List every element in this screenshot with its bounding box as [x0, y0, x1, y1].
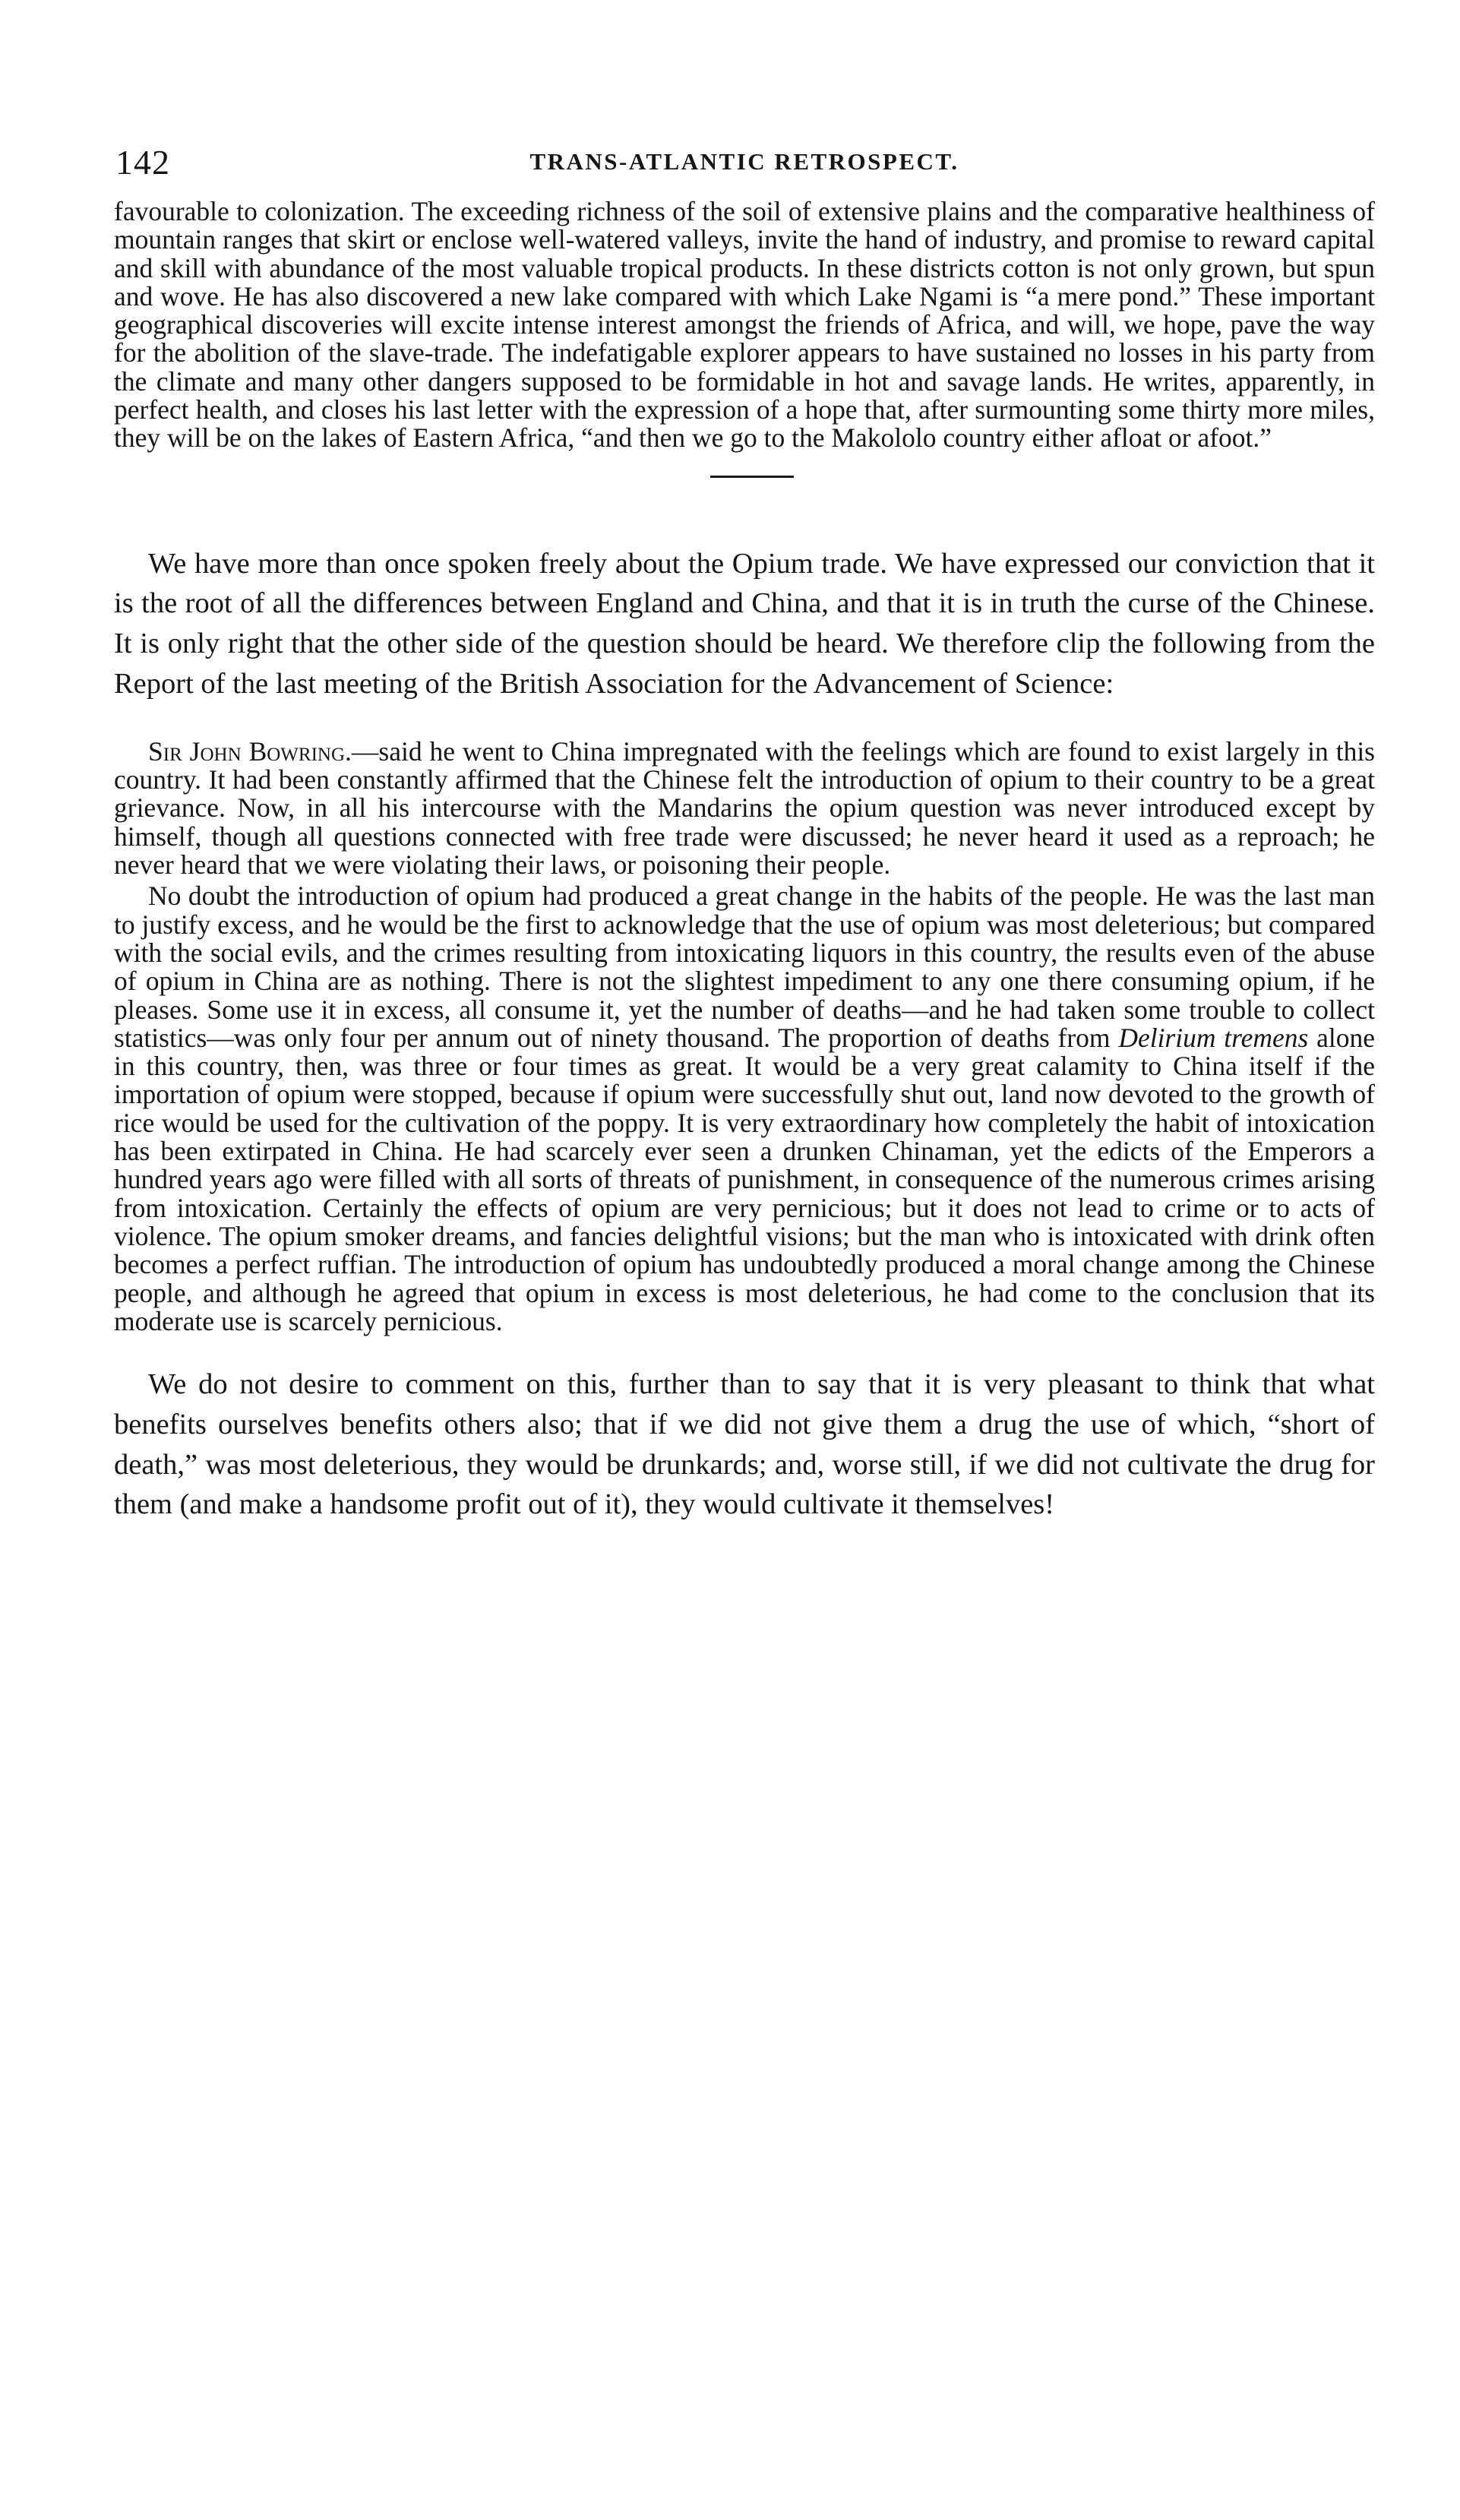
statistics-text-part-1: No doubt the introduction of opium had produced a great change in the habits of the people. He was the last man to justify excess, and he would be the first to acknowledge that the use of opium was most deleterious; but compared with the social evils, and the crimes resulting from intoxicating liquors in this country, the results even of the abuse of opium in China are as nothing. There is not the slightest impediment to any one there consuming opium, if he pleases. Some use it in excess, all consume it, yet the number of deaths—and he had taken some trouble to collect statistics—was only four per annum out of ninety thousand. The proportion of deaths from — [114, 881, 1375, 1053]
speaker-name: Sir John Bowring. — [148, 735, 352, 767]
bowring-quote-text: —said he went to China impregnated with the feelings which are found to exist largely in this country. It had been constantly affirmed that the Chinese felt the introduction of opium to their country to be a great grievance. Now, in all his intercourse with the Mandarins the opium question was never introduced except by himself, though all questions connected with free trade were discussed; he never heard it used as a reproach; he never heard that we were violating their laws, or poisoning their people. — [114, 735, 1375, 881]
book-page — [114, 133, 1375, 1525]
running-title: TRANS-ATLANTIC RETROSPECT. — [529, 148, 959, 175]
closing-commentary-paragraph: We do not desire to comment on this, further than to say that it is very pleasant to think that what benefits ourselves benefits others also; that if we did not give them a drug the use of which, “short of death,” was most deleterious, they would be drunkards; and, worse still, if we did not cultivate the drug for them (and make a handsome profit out of it), they would cultivate it themselves! — [114, 1368, 1375, 1521]
running-header — [114, 133, 1375, 194]
section-divider — [114, 453, 1375, 544]
divider-rule — [710, 476, 794, 478]
livingstone-paragraph: favourable to colonization. The exceeding richness of the soil of extensive plains and the comparative healthiness of mountain ranges that skirt or enclose well-watered valleys, invite the hand of industry, and promise to reward capital and skill with abundance of the most valuable tropical products. In these districts cotton is not only grown, but spun and wove. He has also discovered a new lake compared with which Lake Ngami is “a mere pond.” These important geographical discoveries will excite intense interest amongst the friends of Africa, and will, we hope, pave the way for the abolition of the slave-trade. The indefatigable explorer appears to have sustained no losses in his party from the climate and many other dangers supposed to be formidable in hot and savage lands. He writes, apparently, in perfect health, and closes his last letter with the expression of a hope that, after surmounting some thirty more miles, they will be on the lakes of Eastern Africa, “and then we go to the Makololo country either afloat or afoot.” — [114, 196, 1375, 454]
statistics-text-part-2: alone in this country, then, was three or four times as great. It would be a very great calamity to China itself if the importation of opium were stopped, because if opium were successfully shut out, land now devoted to the growth of rice would be used for the cultivation of the poppy. It is very extraordinary how completely the habit of intoxication has been extirpated in China. He had scarcely ever seen a drunken Chinaman, yet the edicts of the Emperors a hundred years ago were filled with all sorts of threats of punishment, in consequence of the numerous crimes arising from intoxication. Certainly the effects of opium are very pernicious; but it does not lead to crime or to acts of violence. The opium smoker dreams, and fancies delightful visions; but the man who is intoxicated with drink often becomes a perfect ruffian. The introduction of opium has undoubtedly produced a moral change among the Chinese people, and although he agreed that opium in excess is most deleterious, he had come to the conclusion that its moderate use is scarcely pernicious. — [114, 1022, 1375, 1336]
page-number: 142 — [115, 143, 170, 182]
opium-statistics-paragraph — [114, 882, 1375, 1336]
bowring-quote-paragraph — [114, 735, 1375, 881]
opium-intro-paragraph: We have more than once spoken freely about the Opium trade. We have expressed our conviction that it is the root of all the differences between England and China, and that it is in truth the curse of the Chinese. It is only right that the other side of the question should be heard. We therefore clip the following from the Report of the last meeting of the British Association for the Advancement of Science: — [114, 547, 1375, 700]
delirium-tremens-term: Delirium tremens — [1118, 1022, 1309, 1053]
